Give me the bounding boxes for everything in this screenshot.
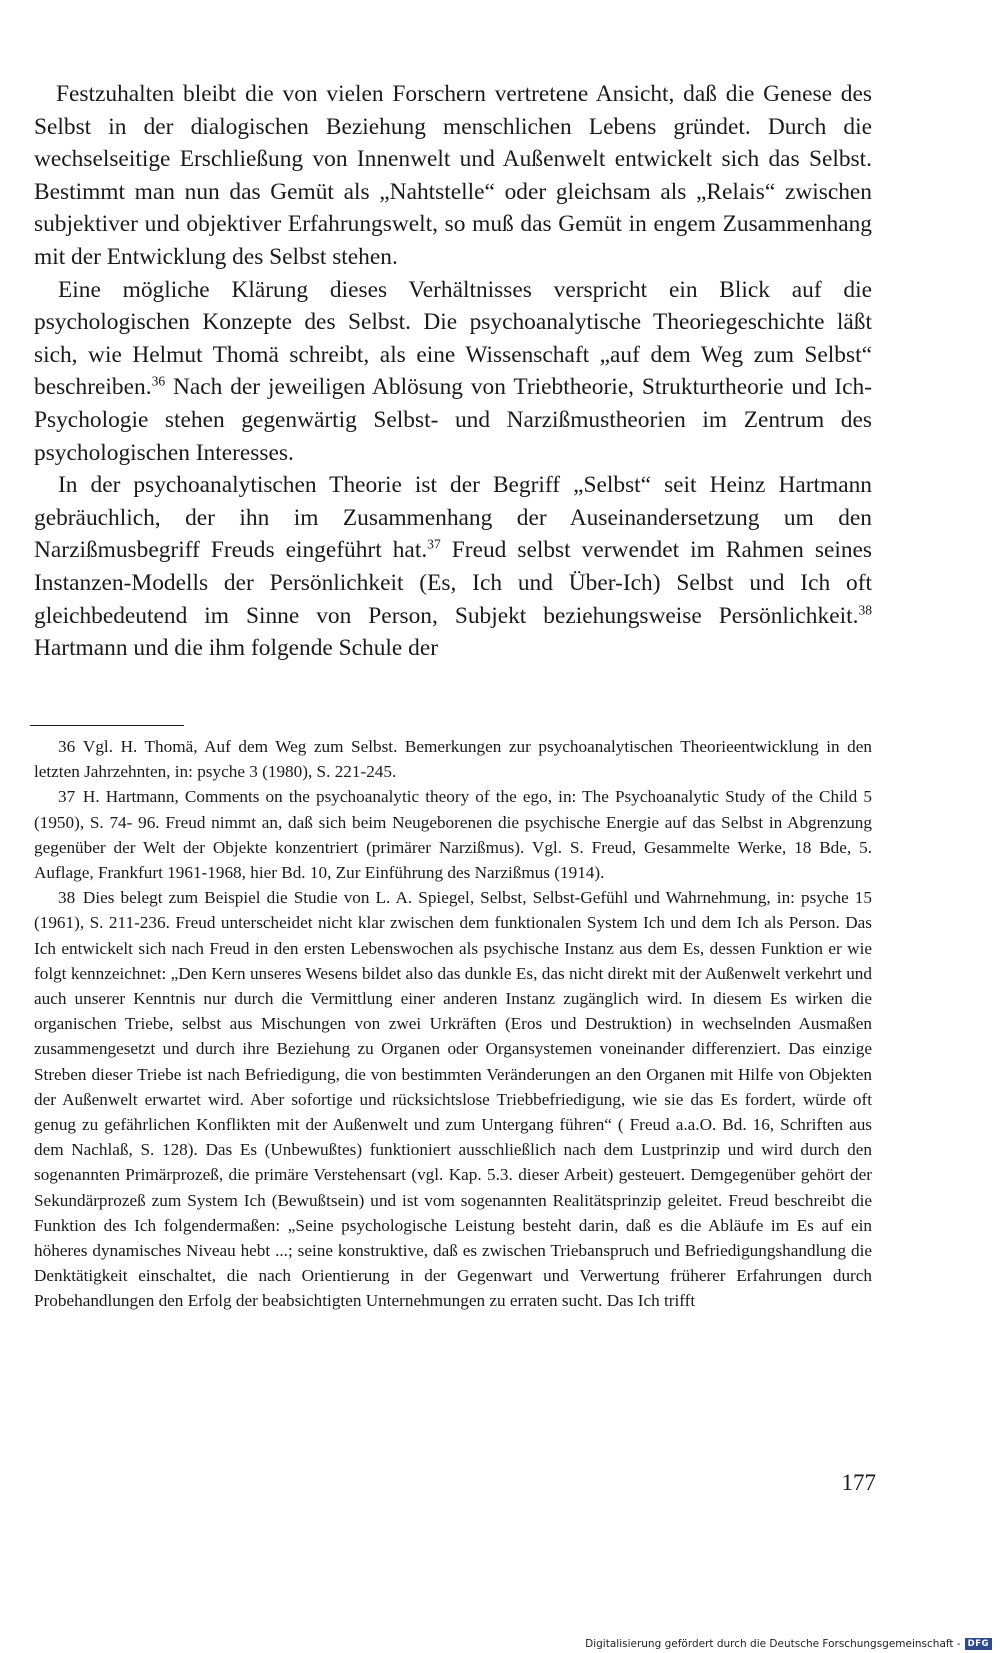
footnote-38: [34, 885, 872, 1313]
paragraph-3-text-b: Freud selbst verwendet im Rahmen seines Instanzen-Modells der Persönlichkeit (Es, Ich und Über-Ich) Selbst und Ich oft gleichbedeutend im Sinne von Person, Subjekt beziehungsweise Persönlichkeit.: [34, 537, 873, 629]
paragraph-2-text-b: Nach der jeweiligen Ablösung von Triebtheorie, Strukturtheorie und Ich-Psychologie stehen gegenwärtig Selbst- und Narzißmustheorien im Zentrum des psychologischen Interesses.: [34, 374, 872, 466]
footnote-ref-37[interactable]: 37: [427, 536, 441, 552]
footnote-number: 37: [58, 787, 76, 807]
paragraph-3-text-a: In der psychoanalytischen Theorie ist der Begriff „Selbst“ seit Heinz Hartmann gebräuchlich, der ihn im Zusammenhang der Auseinandersetzung um den Narzißmusbegriff Freuds eingeführt hat.: [34, 472, 872, 564]
footnote-36: [34, 734, 872, 784]
footnote-ref-38[interactable]: 38: [858, 602, 872, 618]
footnote-text: Dies belegt zum Beispiel die Studie von L. A. Spiegel, Selbst, Selbst-Gefühl und Wahrnehmung, in: psyche 15 (1961), S. 211-236. Freud unterscheidet nicht klar zwischen dem funktionalen System Ich und dem Ich als Person. Das Ich entwickelt sich nach Freud in den ersten Lebenswochen als psychische Instanz aus dem Es, dessen Funktion er wie folgt kennzeichnet: „Den Kern unseres Wesens bildet also das dunkle Es, das nicht direkt mit der Außenwelt verkehrt und auch unserer Kenntnis nur durch die Vermittlung einer anderen Instanz zugänglich wird. In diesem Es wirken die organischen Triebe, selbst aus Mischungen von zwei Urkräften (Eros und Destruktion) in wechselnden Ausmaßen zusammengesetzt und durch ihre Beziehung zu Organen oder Organsystemen voneinander differenziert. Das einzige Streben dieser Triebe ist nach Befriedigung, die von bestimmten Veränderungen an den Organen mit Hilfe von Objekten der Außenwelt erwartet wird. Aber sofortige und rücksichtslose Triebbefriedigung, wie sie das Es fordert, würde oft genug zu gefährlichen Konflikten mit der Außenwelt und zum Untergang führen“ ( Freud a.a.O. Bd. 16, Schriften aus dem Nachlaß, S. 128). Das Es (Unbewußtes) funktioniert ausschließlich nach dem Lustprinzip und wird durch den sogenannten Primärprozeß, die primäre Verstehensart (vgl. Kap. 5.3. dieser Arbeit) gesteuert. Demgegenüber gehört der Sekundärprozeß zum System Ich (Bewußtsein) und ist vom sogenannten Realitätsprinzip geleitet. Freud beschreibt die Funktion des Ich folgendermaßen: „Seine psychologische Leistung besteht darin, daß es die Abläufe im Es auf ein höheres dynamisches Niveau hebt ...; seine konstruktive, daß es zwischen Triebanspruch und Befriedigungshandlung die Denktätigkeit einschaltet, die nach Orientierung in der Gegenwart und Verwertung früherer Erfahrungen durch Probehandlungen den Erfolg der beabsichtigten Unternehmungen zu erraten sucht. Das Ich trifft: [34, 888, 872, 1311]
footnote-37: [34, 784, 872, 885]
paragraph-3: [34, 469, 872, 665]
footnote-ref-36[interactable]: 36: [151, 373, 166, 389]
paragraph-2-text-a: Eine mögliche Klärung dieses Verhältnisses verspricht ein Blick auf die psychologischen Konzepte des Selbst. Die psychoanalytische Theoriegeschichte läßt sich, wie Helmut Thomä schreibt, als eine Wissenschaft „auf dem Weg zum Selbst“ beschreiben.: [34, 276, 872, 401]
digitization-credit: [585, 1638, 992, 1650]
footnote-number: 38: [58, 888, 76, 908]
footnote-text: H. Hartmann, Comments on the psychoanalytic theory of the ego, in: The Psychoanalytic Study of the Child 5 (1950), S. 74- 96. Freud nimmt an, daß sich beim Neugeborenen die psychische Energie auf das Selbst in Abgrenzung gegenüber der Welt der Objekte konzentriert (primärer Narzißmus). Vgl. S. Freud, Gesammelte Werke, 18 Bde, 5. Auflage, Frankfurt 1961-1968, hier Bd. 10, Zur Einführung des Narzißmus (1914).: [34, 787, 872, 883]
credit-text: Digitalisierung gefördert durch die Deutsche Forschungsgemeinschaft -: [585, 1638, 961, 1650]
paragraph-1-text: Festzuhalten bleibt die von vielen Forschern vertretene Ansicht, daß die Genese des Selbst in der dialogischen Beziehung menschlichen Lebens gründet. Durch die wechselseitige Erschließung von Innenwelt und Außenwelt entwickelt sich das Selbst. Bestimmt man nun das Gemüt als „Nahtstelle“ oder gleichsam als „Relais“ zwischen subjektiver und objektiver Erfahrungswelt, so muß das Gemüt in engem Zusammenhang mit der Entwicklung des Selbst stehen.: [34, 81, 872, 270]
paragraph-1: [34, 78, 872, 274]
dfg-logo-icon: DFG: [965, 1638, 992, 1650]
main-text: [34, 78, 872, 665]
paragraph-3-text-c: Hartmann und die ihm folgende Schule der: [34, 635, 439, 662]
footnotes: [34, 734, 872, 1314]
footnote-text: Vgl. H. Thomä, Auf dem Weg zum Selbst. Bemerkungen zur psychoanalytischen Theorieentwicklung in den letzten Jahrzehnten, in: psyche 3 (1980), S. 221-245.: [34, 737, 872, 782]
paragraph-2: [34, 274, 872, 470]
footnote-divider: [30, 725, 184, 726]
page-number: 177: [841, 1470, 876, 1495]
footnote-number: 36: [58, 737, 76, 756]
